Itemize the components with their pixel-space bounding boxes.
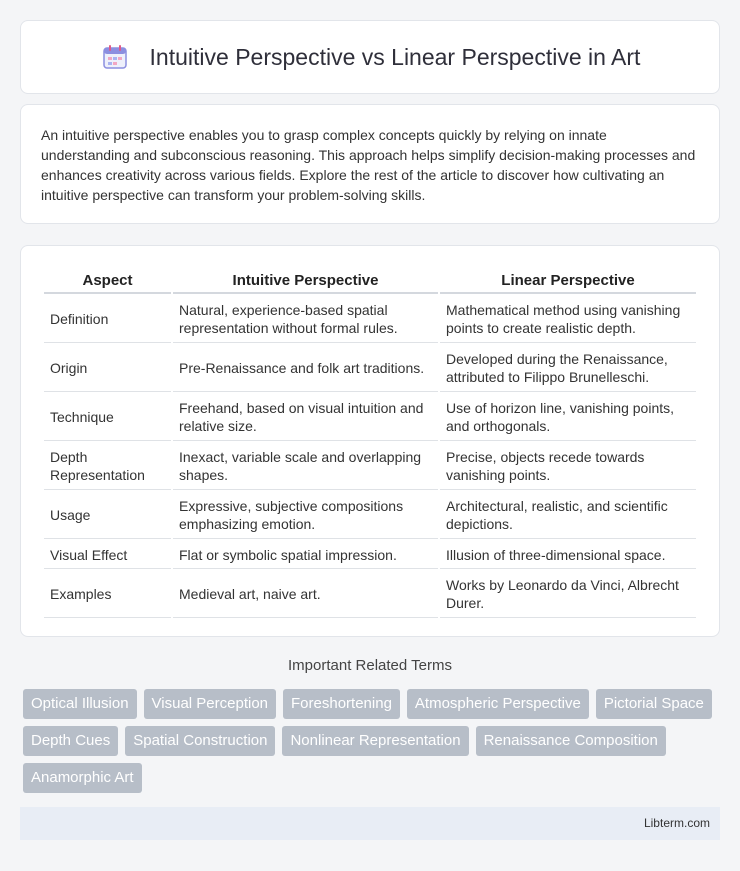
related-term-tag[interactable]: Atmospheric Perspective	[407, 689, 589, 719]
table-row	[44, 345, 696, 392]
table-row	[44, 394, 696, 441]
related-term-tag[interactable]: Visual Perception	[144, 689, 276, 719]
table-cell-linear: Use of horizon line, vanishing points, and orthogonals.	[440, 394, 696, 441]
table-row	[44, 296, 696, 343]
column-header: Aspect	[44, 268, 171, 294]
table-cell-aspect: Visual Effect	[44, 541, 171, 569]
table-cell-intuitive: Freehand, based on visual intuition and relative size.	[173, 394, 438, 441]
related-term-tag[interactable]: Anamorphic Art	[23, 763, 142, 793]
table-cell-linear: Illusion of three-dimensional space.	[440, 541, 696, 569]
intro-paragraph: An intuitive perspective enables you to grasp complex concepts quickly by relying on innate understanding and subconscious reasoning. This approach helps simplify decision-making processes and enhances creativity across various fields. Explore the rest of the article to discover how cultivating an intuitive perspective can transform your problem-solving skills.	[41, 127, 696, 203]
table-header-row	[44, 268, 696, 294]
related-term-tag[interactable]: Spatial Construction	[125, 726, 275, 756]
page-title: Intuitive Perspective vs Linear Perspective in Art	[149, 43, 641, 70]
intro-card	[20, 104, 720, 224]
table-cell-linear: Works by Leonardo da Vinci, Albrecht Durer.	[440, 571, 696, 618]
related-term-tag[interactable]: Depth Cues	[23, 726, 118, 756]
comparison-table-card	[20, 245, 720, 637]
table-cell-linear: Precise, objects recede towards vanishing points.	[440, 443, 696, 490]
related-terms-title: Important Related Terms	[288, 657, 452, 674]
table-cell-aspect: Technique	[44, 394, 171, 441]
table-cell-intuitive: Inexact, variable scale and overlapping shapes.	[173, 443, 438, 490]
related-terms-list	[23, 689, 723, 793]
calendar-icon	[100, 42, 130, 72]
column-header: Intuitive Perspective	[173, 268, 438, 294]
table-cell-linear: Mathematical method using vanishing points to create realistic depth.	[440, 296, 696, 343]
title-card	[20, 20, 720, 94]
table-cell-aspect: Examples	[44, 571, 171, 618]
table-row	[44, 443, 696, 490]
table-row	[44, 571, 696, 618]
related-term-tag[interactable]: Optical Illusion	[23, 689, 137, 719]
related-term-tag[interactable]: Foreshortening	[283, 689, 400, 719]
table-cell-aspect: Usage	[44, 492, 171, 539]
table-cell-intuitive: Natural, experience-based spatial representation without formal rules.	[173, 296, 438, 343]
comparison-table	[42, 266, 698, 620]
footer-site-link[interactable]: Libterm.com	[643, 816, 710, 830]
table-cell-intuitive: Pre-Renaissance and folk art traditions.	[173, 345, 438, 392]
footer	[20, 807, 720, 840]
table-cell-linear: Architectural, realistic, and scientific depictions.	[440, 492, 696, 539]
table-row	[44, 492, 696, 539]
table-cell-intuitive: Medieval art, naive art.	[173, 571, 438, 618]
table-cell-intuitive: Expressive, subjective compositions emphasizing emotion.	[173, 492, 438, 539]
table-cell-aspect: Definition	[44, 296, 171, 343]
table-cell-intuitive: Flat or symbolic spatial impression.	[173, 541, 438, 569]
table-cell-linear: Developed during the Renaissance, attributed to Filippo Brunelleschi.	[440, 345, 696, 392]
table-cell-aspect: Depth Representation	[44, 443, 171, 490]
column-header: Linear Perspective	[440, 268, 696, 294]
related-term-tag[interactable]: Nonlinear Representation	[282, 726, 468, 756]
table-row	[44, 541, 696, 569]
related-term-tag[interactable]: Renaissance Composition	[476, 726, 666, 756]
related-term-tag[interactable]: Pictorial Space	[596, 689, 712, 719]
table-cell-aspect: Origin	[44, 345, 171, 392]
